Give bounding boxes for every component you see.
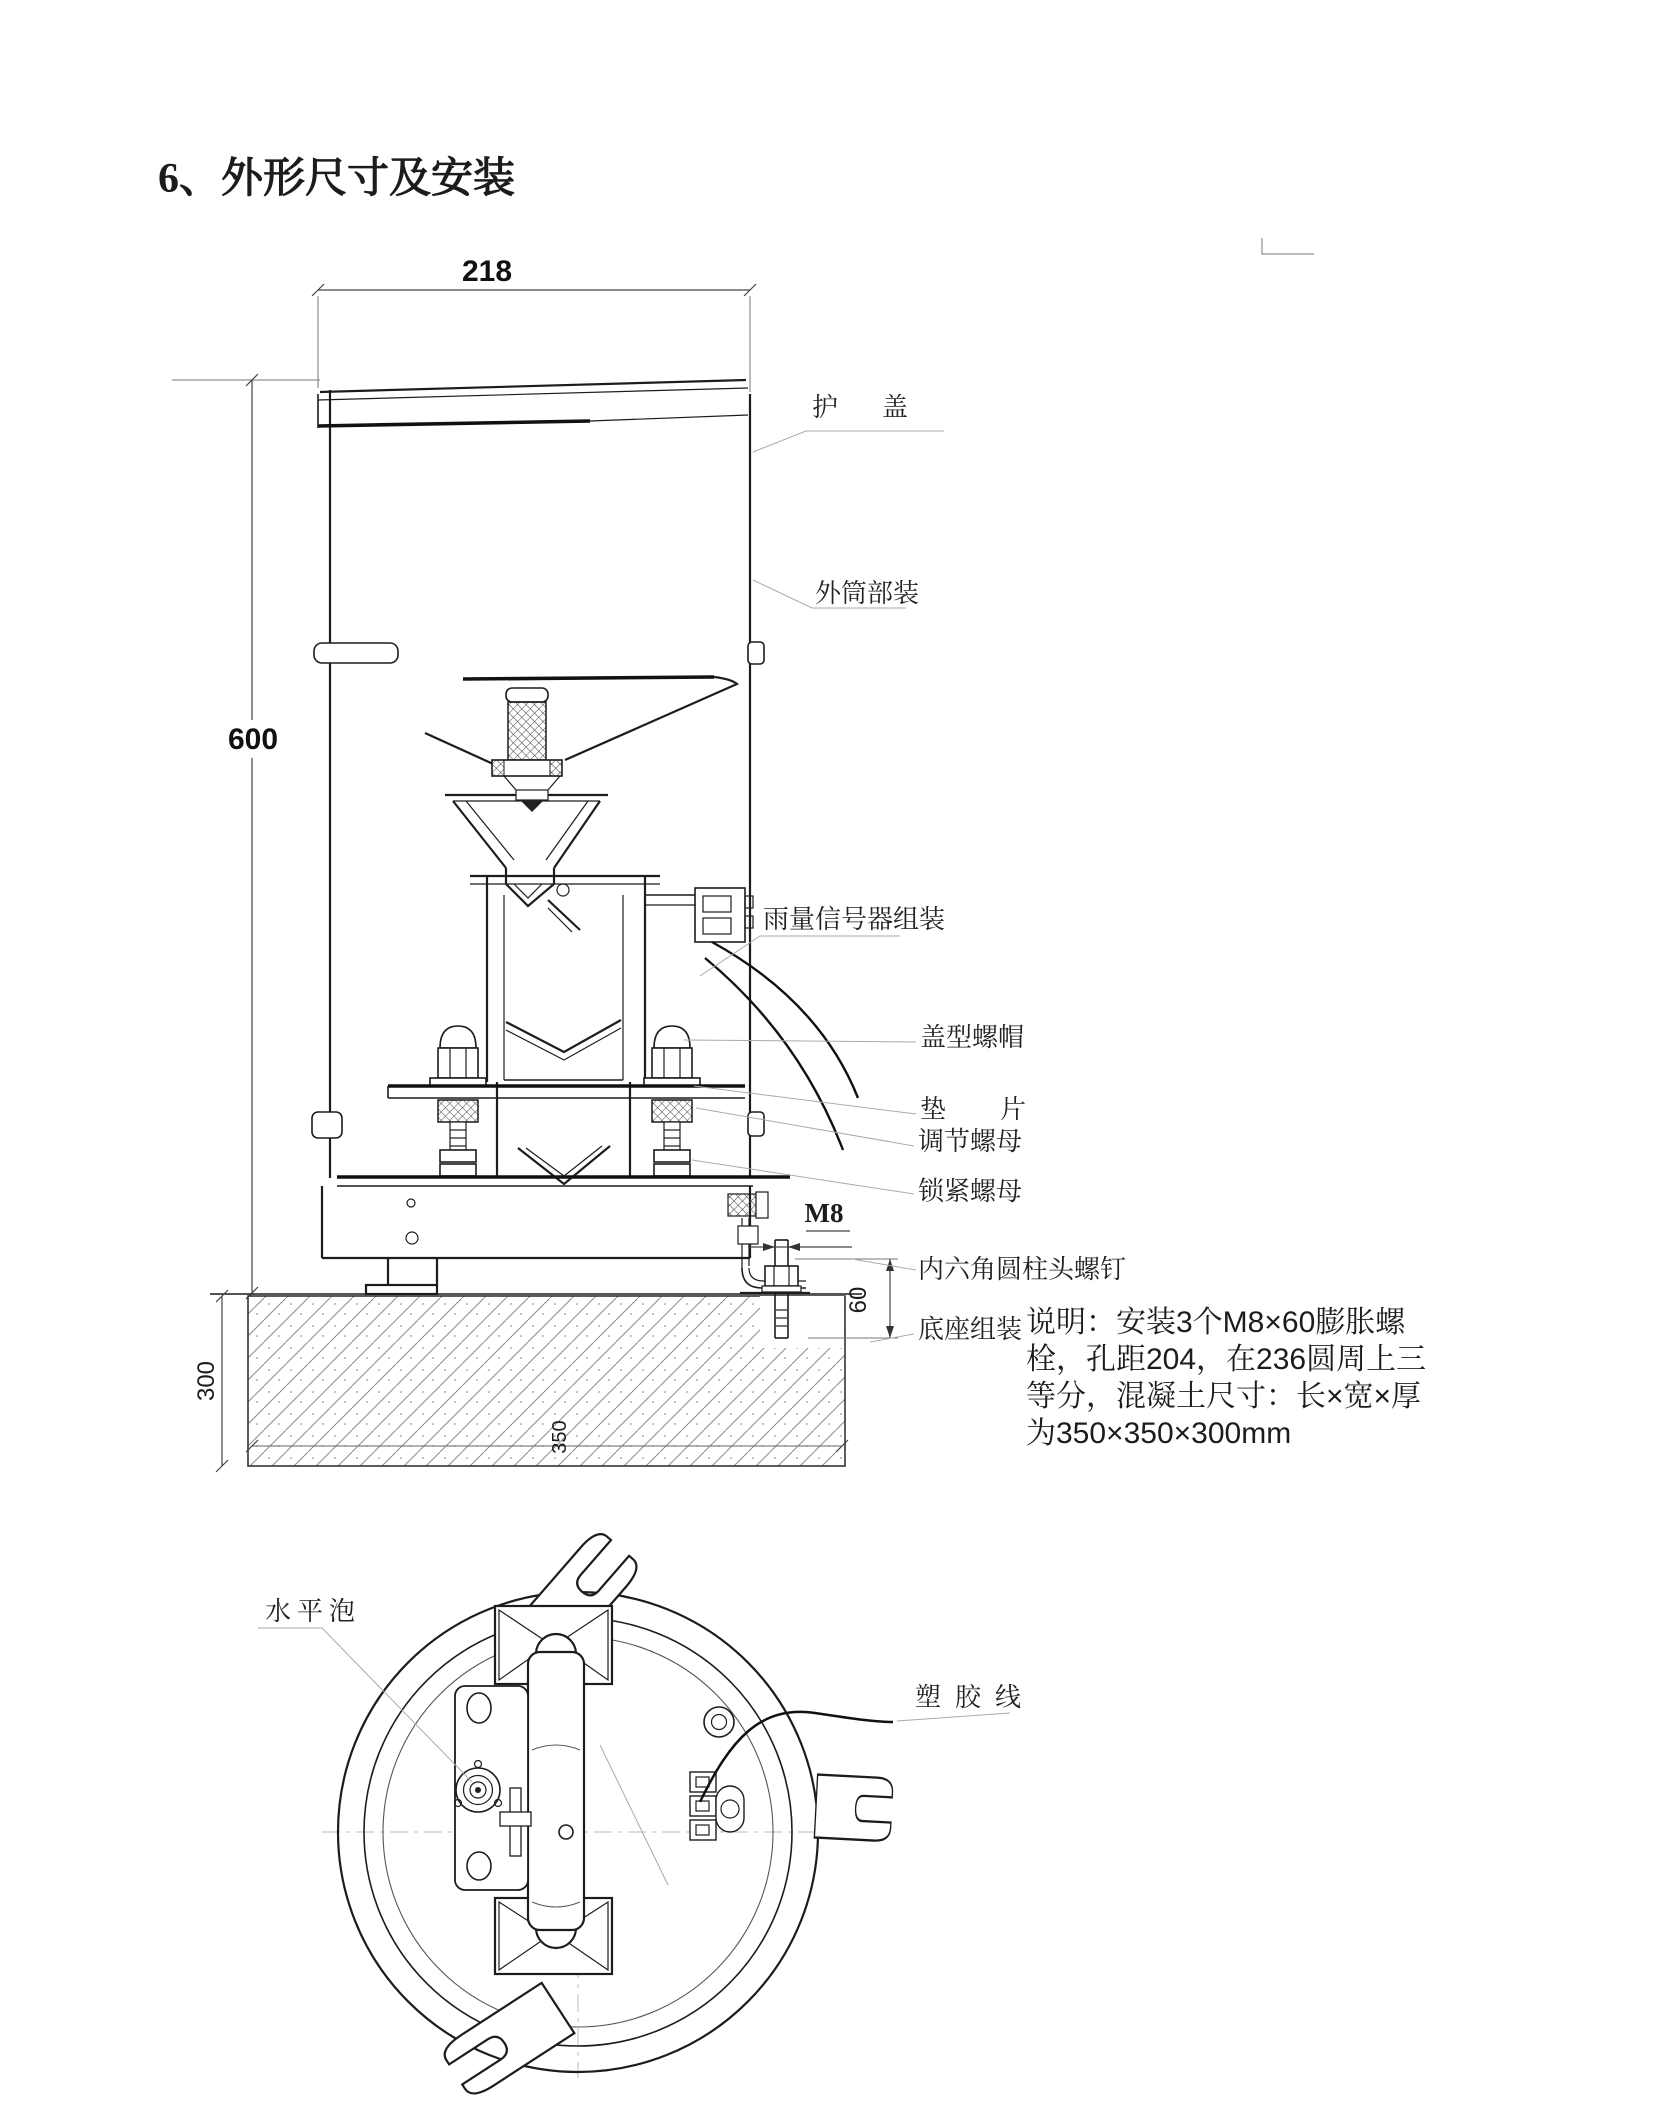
terminal-block xyxy=(690,1772,744,1840)
central-bucket-slab xyxy=(528,1634,584,1948)
knurled-inlet-tube xyxy=(492,688,562,812)
label-rain-signal: 雨量信号器组装 xyxy=(763,904,946,934)
dim-height-value: 600 xyxy=(227,723,279,756)
note-line-4: 为350×350×300mm xyxy=(1026,1417,1292,1450)
mount-hole xyxy=(704,1707,734,1737)
label-cover: 护盖 xyxy=(812,392,953,422)
level-bubble-plate xyxy=(455,1686,532,1890)
dim-width-218 xyxy=(312,255,756,392)
concrete-foundation xyxy=(246,1296,848,1466)
side-view xyxy=(172,255,1426,1472)
mounting-ear-right xyxy=(814,1775,893,1842)
leveling-stud-left xyxy=(430,1026,486,1176)
dim-height-600 xyxy=(172,374,320,1299)
label-base-assembly: 底座组装 xyxy=(918,1314,1023,1344)
top-view-labels xyxy=(258,1596,1035,1782)
label-outer-tube: 外筒部装 xyxy=(815,578,920,608)
label-cap-nut: 盖型螺帽 xyxy=(920,1022,1025,1052)
page-title: 6、外形尺寸及安装 xyxy=(158,156,516,202)
dim-concrete-width-value: 350 xyxy=(549,1420,571,1454)
base-top-view xyxy=(258,1528,1035,2099)
dim-anchor-embed-value: 60 xyxy=(845,1286,872,1314)
dim-concrete-depth xyxy=(193,1290,228,1472)
bolt-spec-label: M8 xyxy=(804,1198,844,1228)
tipping-bucket-mechanism xyxy=(470,876,660,1184)
label-plastic-wire: 塑胶线 xyxy=(915,1682,1036,1712)
outer-cylinder-body xyxy=(312,380,764,1178)
center-pivot xyxy=(559,1825,573,1839)
label-lock-nut: 锁紧螺母 xyxy=(918,1176,1023,1206)
label-level-bubble: 水平泡 xyxy=(265,1596,362,1626)
note-line-3: 等分，混凝土尺寸：长×宽×厚 xyxy=(1026,1380,1422,1413)
signal-wire xyxy=(712,942,858,1098)
label-washer: 垫片 xyxy=(920,1094,1081,1124)
note-line-2: 栓，孔距204，在236圆周上三 xyxy=(1026,1343,1427,1376)
label-adjust-nut: 调节螺母 xyxy=(918,1126,1023,1156)
page-edge-mark xyxy=(1262,238,1314,254)
leveling-stud-right xyxy=(644,1026,700,1176)
collector-funnel xyxy=(445,795,608,906)
mounting-ear-bottom xyxy=(439,1983,574,2100)
dim-concrete-depth-value: 300 xyxy=(193,1360,220,1402)
installation-note xyxy=(1026,1306,1426,1450)
dim-width-value: 218 xyxy=(461,255,513,288)
label-hex-socket-screw: 内六角圆柱头螺钉 xyxy=(918,1254,1127,1284)
note-line-1: 说明：安装3个M8×60膨胀螺 xyxy=(1026,1306,1406,1339)
